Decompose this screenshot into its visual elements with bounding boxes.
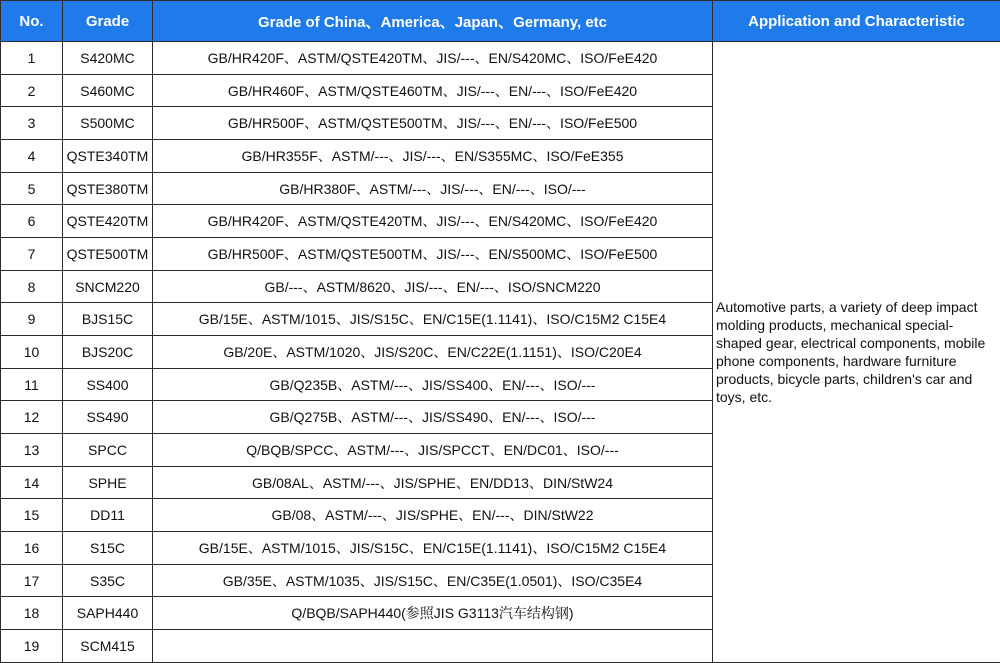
row-grade: SAPH440 bbox=[63, 597, 153, 630]
row-equivalents: GB/Q275B、ASTM/---、JIS/SS490、EN/---、ISO/--- bbox=[153, 401, 713, 434]
table-body bbox=[1, 42, 1000, 663]
row-no: 17 bbox=[1, 564, 63, 597]
row-equivalents: GB/HR420F、ASTM/QSTE420TM、JIS/---、EN/S420MC、ISO/FeE420 bbox=[153, 205, 713, 238]
row-equivalents: GB/08、ASTM/---、JIS/SPHE、EN/---、DIN/StW22 bbox=[153, 499, 713, 532]
row-equivalents: GB/---、ASTM/8620、JIS/---、EN/---、ISO/SNCM220 bbox=[153, 270, 713, 303]
row-no: 13 bbox=[1, 434, 63, 467]
row-no: 12 bbox=[1, 401, 63, 434]
header-equivalents: Grade of China、America、Japan、Germany, etc bbox=[153, 1, 713, 42]
row-equivalents: GB/15E、ASTM/1015、JIS/S15C、EN/C15E(1.1141)、ISO/C15M2 C15E4 bbox=[153, 532, 713, 565]
row-grade: SS490 bbox=[63, 401, 153, 434]
application-text: Automotive parts, a variety of deep impact molding products, mechanical special-shaped gear, electrical components, mobile phone components, hardware furniture products, bicycle parts, children's car and toys, etc. bbox=[716, 299, 986, 405]
row-no: 9 bbox=[1, 303, 63, 336]
row-grade: DD11 bbox=[63, 499, 153, 532]
row-equivalents: GB/35E、ASTM/1035、JIS/S15C、EN/C35E(1.0501)、ISO/C35E4 bbox=[153, 564, 713, 597]
row-no: 1 bbox=[1, 42, 63, 75]
row-grade: S420MC bbox=[63, 42, 153, 75]
header-application: Application and Characteristic bbox=[713, 1, 1000, 42]
row-no: 5 bbox=[1, 172, 63, 205]
row-equivalents: Q/BQB/SAPH440(参照JIS G3113汽车结构钢) bbox=[153, 597, 713, 630]
table-header-row bbox=[1, 1, 1000, 42]
header-no: No. bbox=[1, 1, 63, 42]
row-no: 18 bbox=[1, 597, 63, 630]
row-grade: QSTE380TM bbox=[63, 172, 153, 205]
row-equivalents bbox=[153, 630, 713, 663]
row-grade: SPHE bbox=[63, 466, 153, 499]
row-no: 14 bbox=[1, 466, 63, 499]
row-grade: QSTE500TM bbox=[63, 238, 153, 271]
row-no: 2 bbox=[1, 74, 63, 107]
row-no: 10 bbox=[1, 336, 63, 369]
table-row bbox=[1, 42, 1000, 75]
row-grade: S460MC bbox=[63, 74, 153, 107]
row-no: 19 bbox=[1, 630, 63, 663]
row-equivalents: GB/HR355F、ASTM/---、JIS/---、EN/S355MC、ISO/FeE355 bbox=[153, 140, 713, 173]
row-grade: S35C bbox=[63, 564, 153, 597]
header-grade: Grade bbox=[63, 1, 153, 42]
row-grade: QSTE420TM bbox=[63, 205, 153, 238]
row-equivalents: GB/HR500F、ASTM/QSTE500TM、JIS/---、EN/S500MC、ISO/FeE500 bbox=[153, 238, 713, 271]
row-no: 7 bbox=[1, 238, 63, 271]
row-grade: SS400 bbox=[63, 368, 153, 401]
row-equivalents: GB/HR500F、ASTM/QSTE500TM、JIS/---、EN/---、ISO/FeE500 bbox=[153, 107, 713, 140]
row-equivalents: GB/08AL、ASTM/---、JIS/SPHE、EN/DD13、DIN/StW24 bbox=[153, 466, 713, 499]
application-cell bbox=[713, 42, 1000, 663]
row-no: 15 bbox=[1, 499, 63, 532]
row-grade: SNCM220 bbox=[63, 270, 153, 303]
row-grade: S500MC bbox=[63, 107, 153, 140]
row-grade: QSTE340TM bbox=[63, 140, 153, 173]
row-grade: BJS15C bbox=[63, 303, 153, 336]
row-grade: S15C bbox=[63, 532, 153, 565]
row-equivalents: GB/20E、ASTM/1020、JIS/S20C、EN/C22E(1.1151)、ISO/C20E4 bbox=[153, 336, 713, 369]
row-grade: BJS20C bbox=[63, 336, 153, 369]
row-grade: SPCC bbox=[63, 434, 153, 467]
row-no: 8 bbox=[1, 270, 63, 303]
row-no: 4 bbox=[1, 140, 63, 173]
row-equivalents: GB/HR380F、ASTM/---、JIS/---、EN/---、ISO/--- bbox=[153, 172, 713, 205]
row-no: 11 bbox=[1, 368, 63, 401]
row-no: 3 bbox=[1, 107, 63, 140]
row-no: 6 bbox=[1, 205, 63, 238]
row-equivalents: GB/15E、ASTM/1015、JIS/S15C、EN/C15E(1.1141)、ISO/C15M2 C15E4 bbox=[153, 303, 713, 336]
row-equivalents: GB/HR420F、ASTM/QSTE420TM、JIS/---、EN/S420MC、ISO/FeE420 bbox=[153, 42, 713, 75]
row-no: 16 bbox=[1, 532, 63, 565]
row-equivalents: GB/HR460F、ASTM/QSTE460TM、JIS/---、EN/---、ISO/FeE420 bbox=[153, 74, 713, 107]
row-grade: SCM415 bbox=[63, 630, 153, 663]
row-equivalents: GB/Q235B、ASTM/---、JIS/SS400、EN/---、ISO/--- bbox=[153, 368, 713, 401]
row-equivalents: Q/BQB/SPCC、ASTM/---、JIS/SPCCT、EN/DC01、ISO/--- bbox=[153, 434, 713, 467]
